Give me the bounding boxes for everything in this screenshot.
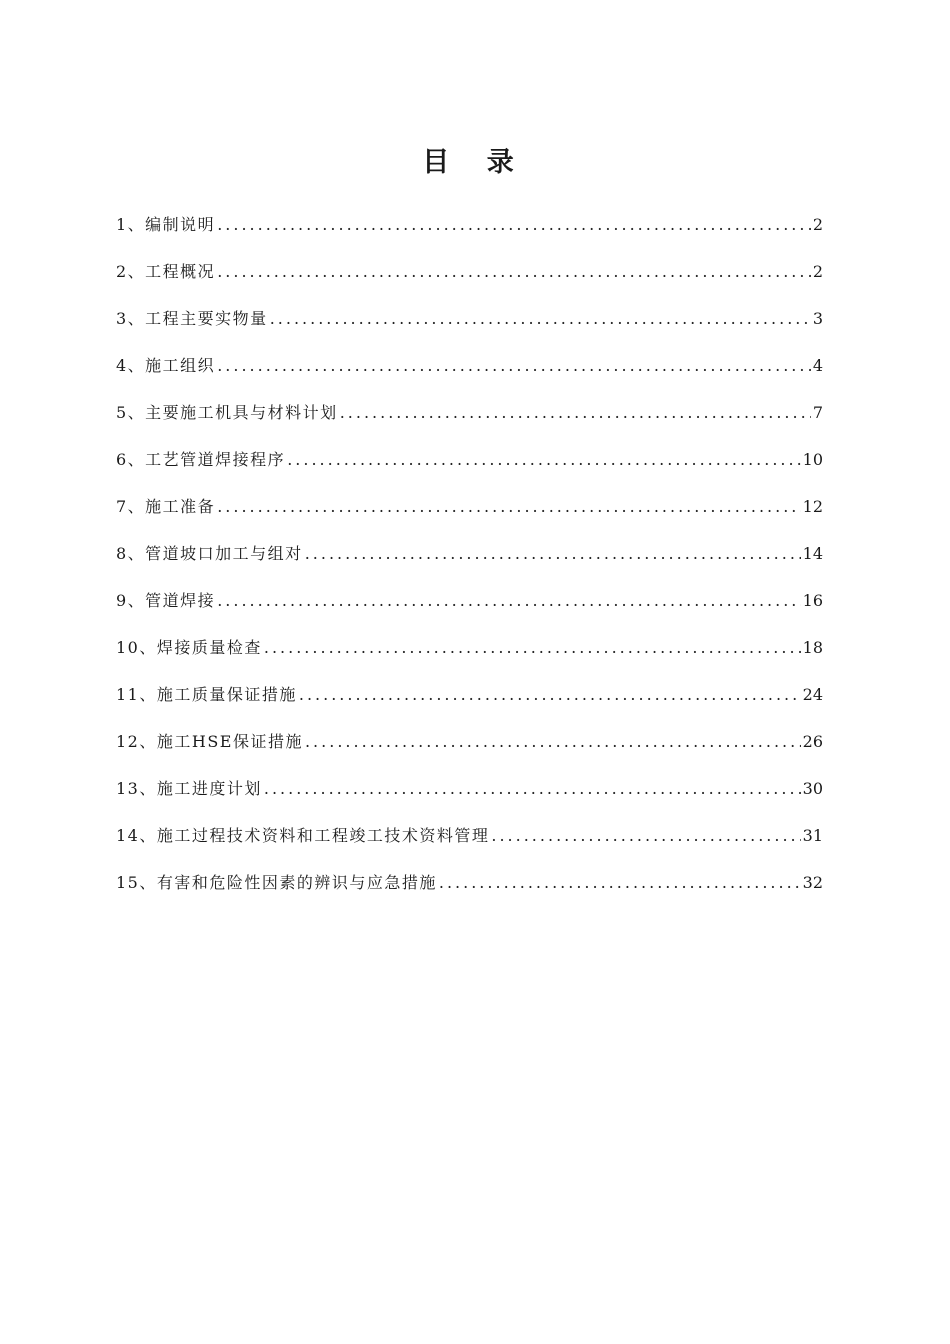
toc-entry-page-number: 32: [802, 873, 823, 892]
toc-dot-leader: [305, 727, 801, 757]
toc-dot-leader: [217, 257, 811, 287]
toc-entry-page-number: 31: [802, 826, 823, 845]
toc-entry[interactable]: [116, 586, 823, 633]
toc-entry-page-number: 3: [812, 309, 823, 328]
toc-entry[interactable]: [116, 633, 823, 680]
toc-entry-label: 8、管道坡口加工与组对: [116, 544, 303, 563]
toc-entry-label: 2、工程概况: [116, 262, 216, 281]
toc-dot-leader: [217, 351, 811, 381]
toc-entry-page-number: 7: [812, 403, 823, 422]
toc-entry-page-number: 4: [812, 356, 823, 375]
toc-entry-label: 1、编制说明: [116, 215, 216, 234]
toc-entry-label: 5、主要施工机具与材料计划: [116, 403, 338, 422]
toc-entry[interactable]: [116, 398, 823, 445]
toc-entry[interactable]: [116, 210, 823, 257]
toc-dot-leader: [270, 304, 811, 334]
toc-entry-page-number: 26: [802, 732, 823, 751]
toc-entry-page-number: 30: [802, 779, 823, 798]
toc-entry-label: 6、工艺管道焊接程序: [116, 450, 286, 469]
toc-entry-page-number: 24: [802, 685, 823, 704]
toc-entry-page-number: 16: [802, 591, 823, 610]
toc-entry-label: 15、有害和危险性因素的辨识与应急措施: [116, 873, 437, 892]
toc-dot-leader: [217, 492, 800, 522]
toc-entry-label: 3、工程主要实物量: [116, 309, 268, 328]
toc-dot-leader: [305, 539, 801, 569]
toc-entry-page-number: 14: [802, 544, 823, 563]
toc-entry-page-number: 2: [812, 215, 823, 234]
toc-entry[interactable]: [116, 774, 823, 821]
toc-list: [116, 210, 823, 915]
toc-entry-page-number: 10: [802, 450, 823, 469]
toc-entry[interactable]: [116, 257, 823, 304]
toc-entry-label: 12、施工HSE保证措施: [116, 732, 303, 751]
toc-title: 目 录: [422, 147, 528, 178]
toc-dot-leader: [264, 633, 801, 663]
toc-entry[interactable]: [116, 868, 823, 915]
toc-entry-page-number: 18: [802, 638, 823, 657]
toc-entry[interactable]: [116, 351, 823, 398]
toc-entry[interactable]: [116, 680, 823, 727]
toc-dot-leader: [287, 445, 800, 475]
toc-entry-label: 9、管道焊接: [116, 591, 216, 610]
toc-dot-leader: [491, 821, 800, 851]
toc-dot-leader: [299, 680, 801, 710]
toc-entry[interactable]: [116, 539, 823, 586]
toc-entry-label: 13、施工进度计划: [116, 779, 262, 798]
toc-dot-leader: [217, 210, 811, 240]
toc-entry[interactable]: [116, 492, 823, 539]
toc-dot-leader: [217, 586, 800, 616]
toc-dot-leader: [439, 868, 801, 898]
toc-entry[interactable]: [116, 304, 823, 351]
toc-entry-label: 7、施工准备: [116, 497, 216, 516]
toc-entry-page-number: 12: [802, 497, 823, 516]
toc-entry-label: 4、施工组织: [116, 356, 216, 375]
toc-dot-leader: [264, 774, 801, 804]
toc-entry[interactable]: [116, 821, 823, 868]
toc-entry-label: 10、焊接质量检查: [116, 638, 262, 657]
toc-entry-label: 11、施工质量保证措施: [116, 685, 297, 704]
toc-dot-leader: [340, 398, 811, 428]
toc-entry-page-number: 2: [812, 262, 823, 281]
toc-entry[interactable]: [116, 727, 823, 774]
toc-entry-label: 14、施工过程技术资料和工程竣工技术资料管理: [116, 826, 490, 845]
toc-entry[interactable]: [116, 445, 823, 492]
